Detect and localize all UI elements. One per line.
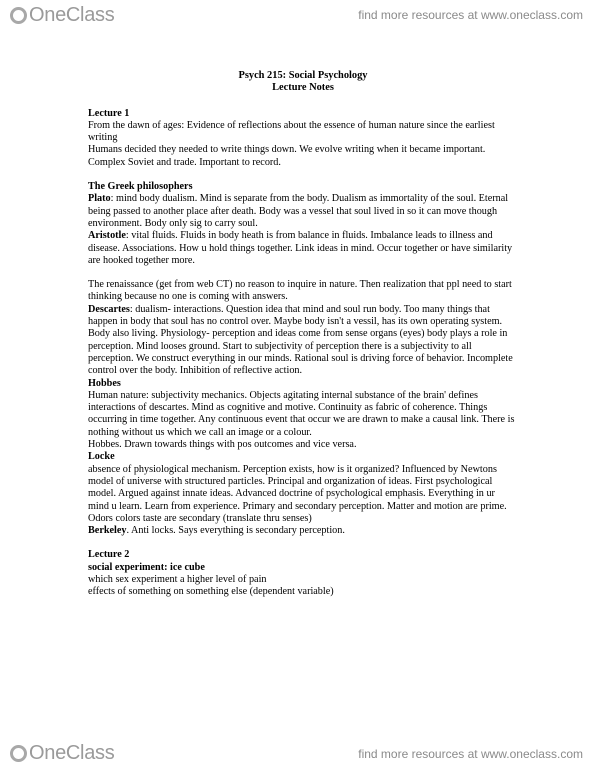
berkeley-text: . Anti locks. Says everything is secondary perception. [126, 525, 345, 537]
lecture1-heading: Lecture 1 [88, 107, 130, 119]
aristotle-label: Aristotle [88, 230, 126, 242]
descartes-text: : dualism- interactions. Question idea that mind and soul run body. Too many things that happen in body that soul has no control over. Maybe body isn't a vessil, has its own operating system. Body also living. Physiology- perception and ideas come from sense organs (eyes) body plays a role in perception. Mind looses ground. Start to subjectivity of perception there is a subjectivity to all perception. We construct everything in our minds. Rational soul is driving force of behavior. Incomplete control over the body. Inhibition of reflective action. [88, 303, 513, 377]
descartes-paragraph [88, 304, 518, 378]
renaissance-paragraph: The renaissance (get from web CT) no reason to inquire in nature. Then realization that ppl need to start thinking because no one is coming with answers. [88, 279, 512, 303]
oneclass-logo-icon [10, 745, 27, 762]
oneclass-logo-footer[interactable] [10, 742, 114, 765]
page-header [0, 0, 595, 34]
plato-paragraph [88, 193, 518, 230]
lecture-notes-document [88, 70, 518, 599]
hobbes-heading: Hobbes [88, 377, 121, 389]
hobbes-paragraph-1: Human nature: subjectivity mechanics. Objects agitating internal substance of the brain' defines interactions of descartes. Mind as cognitive and motive. Continuity as fabric of coherence. Things occurring in time together. Any continuous event that occur we are drawn to make a causal link. There is nothing without us which we call an image or a colour. [88, 389, 515, 438]
plato-text: : mind body dualism. Mind is separate from the body. Dualism as immortality of the soul. Eternal being passed to another place after death. Body was a vessel that soul lived in so it can move though environment. Body only sig to carry soul. [88, 193, 509, 229]
intro-paragraph-1: From the dawn of ages: Evidence of reflections about the essence of human nature since the earliest writing [88, 119, 495, 144]
locke-heading: Locke [88, 451, 115, 463]
berkeley-label: Berkeley [88, 525, 127, 537]
lecture2-heading: Lecture 2 [88, 549, 130, 561]
descartes-label: Descartes [88, 303, 130, 315]
oneclass-logo-icon [10, 7, 27, 24]
logo-text: OneClass [29, 742, 115, 764]
aristotle-paragraph [88, 230, 518, 267]
hobbes-paragraph-2: Hobbes. Drawn towards things with pos outcomes and vice versa. [88, 439, 357, 451]
resources-link[interactable]: find more resources at www.oneclass.com [358, 8, 583, 22]
experiment-heading: social experiment: ice cube [88, 561, 205, 573]
experiment-line-1: which sex experiment a higher level of pain [88, 573, 267, 585]
plato-label: Plato [88, 193, 111, 205]
intro-paragraph-2: Humans decided they needed to write things down. We evolve writing when it became important. Complex Soviet and trade. Important to record. [88, 144, 486, 168]
logo-text: OneClass [29, 4, 115, 26]
oneclass-logo[interactable] [10, 4, 114, 27]
aristotle-text: : vital fluids. Fluids in body heath is from balance in fluids. Imbalance leads to illness and disease. Associations. How u hold things together. Link ideas in mind. Occur together or have similarity are hooked together more. [88, 230, 513, 266]
page-footer [0, 736, 595, 770]
document-subtitle: Lecture Notes [272, 82, 334, 94]
resources-link-footer[interactable]: find more resources at www.oneclass.com [358, 747, 583, 761]
document-title: Psych 215: Social Psychology [238, 70, 368, 81]
greek-philosophers-heading: The Greek philosophers [88, 181, 193, 193]
berkeley-paragraph [88, 525, 518, 537]
experiment-line-2: effects of something on something else (dependent variable) [88, 586, 334, 598]
locke-paragraph: absence of physiological mechanism. Perception exists, how is it organized? Influenced by Newtons model of universe with structured particles. Principal and organization of ideas. First psychological model. Argued against innate ideas. Advanced doctrine of psychological emphasis. Everything in ur mind u learn. Learn from experience. Primary and secondary perception. Matter and motion are prime. Odors colors taste are secondary (translate thru senses) [88, 463, 507, 524]
